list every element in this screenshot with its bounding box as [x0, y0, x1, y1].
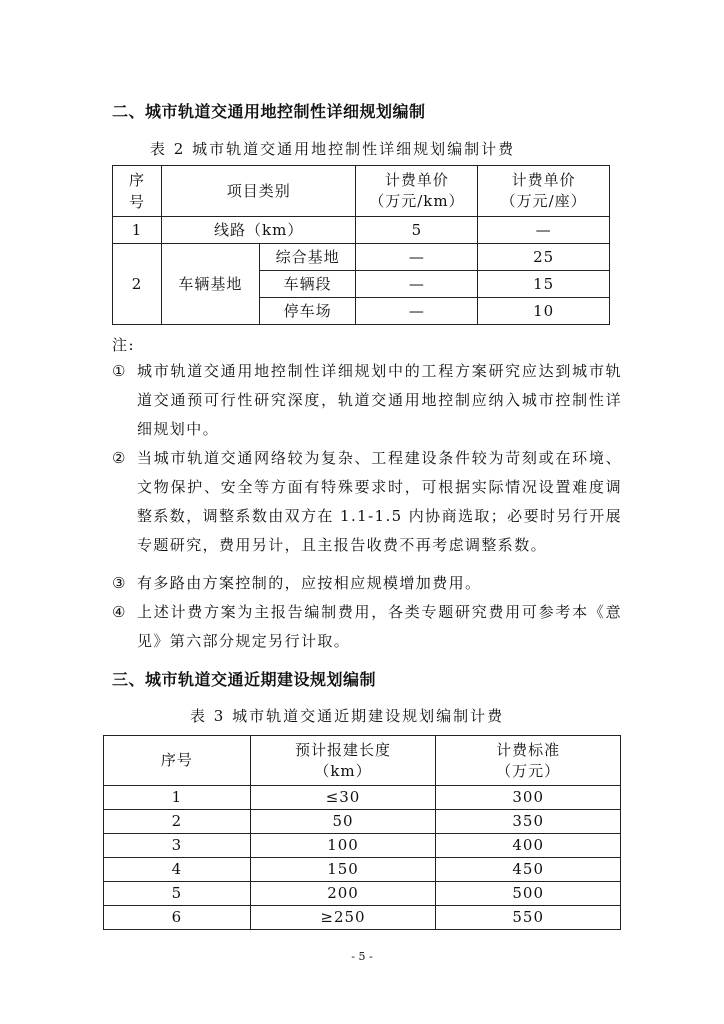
t2-row1-no: 1	[113, 217, 162, 244]
table-2-caption: 表 2 城市轨道交通用地控制性详细规划编制计费	[150, 140, 516, 158]
t2-sub-price-seat: 25	[478, 244, 610, 271]
note-item	[112, 357, 622, 444]
t2-sub-name: 车辆段	[259, 271, 356, 298]
table-row	[113, 244, 610, 271]
note-item	[112, 598, 622, 656]
note-item	[112, 444, 622, 560]
t2-sub-name: 综合基地	[259, 244, 356, 271]
note-number: ①	[112, 362, 127, 380]
t2-sub-price-km: —	[356, 271, 478, 298]
t2-row2-category: 车辆基地	[161, 244, 259, 325]
table-row	[104, 786, 621, 810]
table-3-caption: 表 3 城市轨道交通近期建设规划编制计费	[190, 707, 505, 725]
t2-header-price-seat-line2: （万元/座）	[500, 192, 587, 210]
t2-row1-category: 线路（km）	[161, 217, 356, 244]
t2-sub-price-km: —	[356, 298, 478, 325]
t2-row1-price-seat: —	[478, 217, 610, 244]
table-3-header-row	[104, 736, 621, 786]
note-text: 有多路由方案控制的，应按相应规模增加费用。	[137, 574, 482, 592]
t3-cell-fee: 550	[436, 906, 621, 930]
table-row	[113, 217, 610, 244]
t2-row1-price-km: 5	[356, 217, 478, 244]
t3-header-fee-line1: 计费标准	[496, 740, 561, 759]
t3-cell-length: ≤30	[250, 786, 436, 810]
t3-cell-length: 200	[250, 882, 436, 906]
t3-cell-length: 100	[250, 834, 436, 858]
t3-cell-no: 4	[104, 858, 251, 882]
table-row	[104, 882, 621, 906]
t3-cell-no: 2	[104, 810, 251, 834]
t2-header-no: 序号	[113, 166, 162, 217]
table-row	[104, 834, 621, 858]
t3-cell-fee: 350	[436, 810, 621, 834]
note-number: ②	[112, 449, 127, 467]
t3-header-length	[250, 736, 436, 786]
note-text: 城市轨道交通用地控制性详细规划中的工程方案研究应达到城市轨道交通预可行性研究深度，轨道交通用地控制应纳入城市控制性详细规划中。	[137, 362, 622, 438]
t3-header-fee-line2: （万元）	[496, 761, 561, 780]
table-row	[104, 858, 621, 882]
t2-header-price-seat-line1: 计费单价	[511, 171, 576, 189]
t3-header-no: 序号	[104, 736, 251, 786]
t2-sub-price-km: —	[356, 244, 478, 271]
t3-cell-fee: 300	[436, 786, 621, 810]
section-2-heading: 二、城市轨道交通用地控制性详细规划编制	[112, 102, 426, 121]
table-3	[103, 735, 621, 930]
note-text: 上述计费方案为主报告编制费用，各类专题研究费用可参考本《意见》第六部分规定另行计取。	[137, 603, 622, 650]
t2-sub-price-seat: 10	[478, 298, 610, 325]
t3-cell-no: 5	[104, 882, 251, 906]
note-number: ④	[112, 603, 127, 621]
t3-cell-no: 1	[104, 786, 251, 810]
t2-header-price-seat	[478, 166, 610, 217]
t2-row2-no: 2	[113, 244, 162, 325]
t2-header-category: 项目类别	[161, 166, 356, 217]
table-2	[112, 165, 610, 325]
t3-cell-no: 3	[104, 834, 251, 858]
t3-cell-fee: 450	[436, 858, 621, 882]
note-number: ③	[112, 574, 127, 592]
t2-header-price-km	[356, 166, 478, 217]
t2-header-price-km-line1: 计费单价	[384, 171, 449, 189]
t3-cell-fee: 400	[436, 834, 621, 858]
t3-cell-no: 6	[104, 906, 251, 930]
t3-header-length-line1: 预计报建长度	[295, 740, 392, 759]
t2-sub-name: 停车场	[259, 298, 356, 325]
t3-cell-length: 50	[250, 810, 436, 834]
section-3-heading: 三、城市轨道交通近期建设规划编制	[112, 670, 377, 689]
t2-header-price-km-line2: （万元/km）	[369, 192, 465, 210]
t3-cell-length: 150	[250, 858, 436, 882]
t3-cell-length: ≥250	[250, 906, 436, 930]
table-row	[104, 906, 621, 930]
note-text: 当城市轨道交通网络较为复杂、工程建设条件较为苛刻或在环境、文物保护、安全等方面有特殊要求时，可根据实际情况设置难度调整系数，调整系数由双方在 1.1-1.5 内协商选取；必要时另行开展专题研究，费用另计，且主报告收费不再考虑调整系数。	[137, 449, 622, 554]
t3-cell-fee: 500	[436, 882, 621, 906]
t3-header-length-line2: （km）	[314, 761, 372, 780]
t2-sub-price-seat: 15	[478, 271, 610, 298]
page-number: - 5 -	[351, 950, 373, 963]
t3-header-fee	[436, 736, 621, 786]
note-item	[112, 569, 622, 598]
table-2-header-row	[113, 166, 610, 217]
notes-label: 注:	[112, 336, 136, 354]
table-row	[104, 810, 621, 834]
